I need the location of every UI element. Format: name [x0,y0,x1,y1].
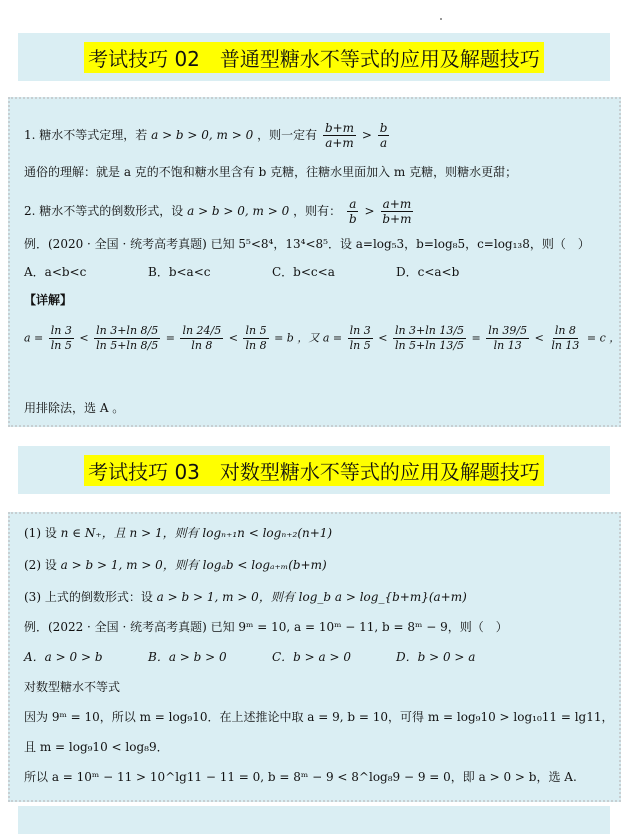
section-title-bar [18,33,610,81]
fraction: $\frac{b+m}{a+m}$ [324,121,355,150]
subheading: 对数型糖水不等式 [24,680,121,694]
option-b: B．b<a<c [148,265,211,279]
theorem-line: 1. 糖水不等式定理，若 a > b > 0, m > 0 ，则一定有 $\frac{b+m}{a+m}$ > $\frac{b}{a}$ [24,121,388,150]
option-c: C．b > a > 0 [272,650,352,664]
fraction: $\frac{b}{a}$ [379,121,388,150]
reasoning-line-2: 且 m = log₉10 < log₈9． [24,740,169,754]
answer-options [24,650,475,664]
detail-label: 【详解】 [24,293,73,307]
reciprocal-line: 2. 糖水不等式的倒数形式，设 a > b > 0, m > 0 ，则有： $\frac{a}{b}$ > $\frac{a+m}{b+m}$ [24,197,412,226]
property-2: (2) 设 a > b > 1, m > 0，则有 logₐb < logₐ₊ₘ(b+m) [24,558,327,572]
section-title: 考试技巧 02 普通型糖水不等式的应用及解题技巧 [84,42,544,73]
option-d: D．c<a<b [396,265,460,279]
answer-options [24,265,459,279]
property-3: (3) 上式的倒数形式：设 a > b > 1, m > 0，则有 log_b a > log_{b+m}(a+m) [24,590,467,604]
reasoning-line-1: 因为 9ᵐ = 10，所以 m = log₉10．在上述推论中取 a = 9, b = 10，可得 m = log₉10 > log₁₀11 = lg11， [24,710,614,724]
fraction: $\frac{a}{b}$ [348,197,357,226]
option-a: A．a > 0 > b [24,650,103,664]
section-title-bar [18,446,610,494]
section-title: 考试技巧 03 对数型糖水不等式的应用及解题技巧 [84,455,544,486]
option-b: B．a > b > 0 [148,650,227,664]
reasoning-line-3: 所以 a = 10ᵐ − 11 > 10^lg11 − 11 = 0, b = 8ᵐ − 9 < 8^log₈9 − 9 = 0，即 a > 0 > b，选 A. [24,770,577,784]
content-panel-2 [8,512,621,802]
bottom-bar [18,806,610,834]
example-question: 例．(2022 · 全国 · 统考高考真题) 已知 9ᵐ = 10, a = 10ᵐ − 11, b = 8ᵐ − 9，则（ ） [24,620,508,634]
conclusion-text: 用排除法，选 A 。 [24,401,125,415]
example-question: 例．(2020 · 全国 · 统考高考真题) 已知 5⁵<8⁴，13⁴<8⁵．设 a=log₅3，b=log₈5，c=log₁₃8，则（ ） [24,237,590,251]
option-c: C．b<c<a [272,265,335,279]
decorative-dot [440,18,442,20]
option-a: A．a<b<c [24,265,87,279]
property-1: (1) 设 n ∈ N₊，且 n > 1，则有 logₙ₊₁n < logₙ₊₂(n+1) [24,526,333,540]
understanding-text: 通俗的理解：就是 a 克的不饱和糖水里含有 b 克糖，往糖水里面加入 m 克糖，则糖水更甜； [24,165,518,179]
solution-formula: a = $\frac{\ln 3}{\ln 5}$ < $\frac{\ln 3+\ln 8/5}{\ln 5+\ln 8/5}$ = $\frac{\ln 24/5}{\ln 8}$ < $\frac{\ln 5}{\ln 8}$ = b ，又 a = $\frac{\ln 3}{\ln 5}$ < $\frac{\ln 3+\ln 13/5}{\ln 5+\ln 13/5}$ = $\frac{\ln 39/5}{\ln 13}$ < $\frac{\ln 8}{\ln 13}$ = c ， [24,324,621,352]
content-panel-1 [8,97,621,427]
option-d: D．b > 0 > a [396,650,476,664]
fraction: $\frac{a+m}{b+m}$ [382,197,412,226]
